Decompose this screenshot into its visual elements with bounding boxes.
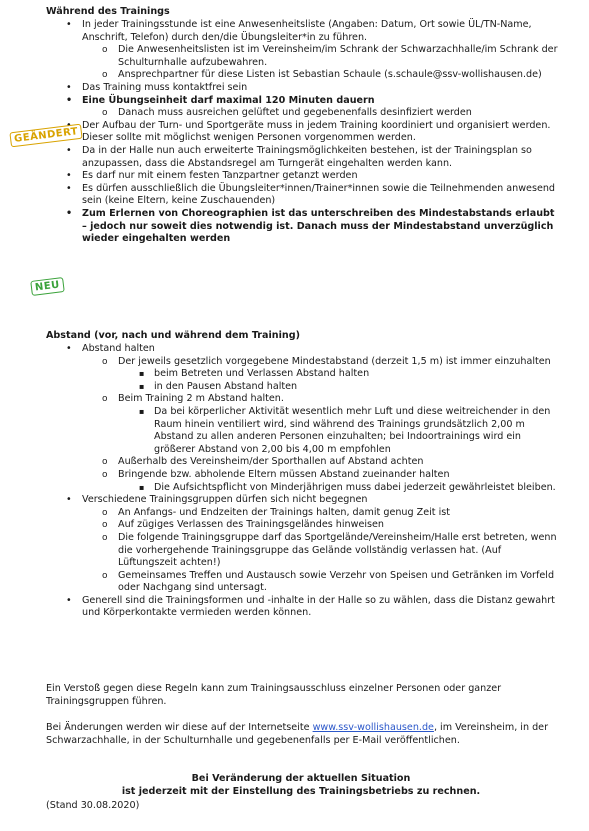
changes-paragraph [46,722,556,747]
list-item-changed: • Eine Übungseinheit darf maximal 120 Minuten dauern [0,95,560,108]
section-title-distance: Abstand (vor, nach und während dem Training) [46,330,300,341]
list-item: • Da in der Halle nun auch erweiterte Trainingsmöglichkeiten bestehen, ist der Trainingsplan so anzupassen, dass die Abstandsregel am Turngerät eingehalten werden kann. [0,145,560,170]
distance-list [0,343,560,620]
changes-text-after: , im Vereinsheim, in der Schwarzachhalle, in der Schulturnhalle und gegebenenfalls per E-Mail veröffentlichen. [46,722,549,746]
list-item: o Gemeinsames Treffen und Austausch sowie Verzehr von Speisen und Getränken im Vorfeld oder Nachgang sind untersagt. [0,570,560,595]
list-item: ▪ in den Pausen Abstand halten [0,381,560,394]
changes-text-before: Bei Änderungen werden wir diese auf der Internetseite [46,722,313,733]
section-title-during-training: Während des Trainings [46,6,170,17]
list-item: ▪ beim Betreten und Verlassen Abstand halten [0,368,560,381]
list-item: • Der Aufbau der Turn- und Sportgeräte muss in jedem Training koordiniert und organisiert werden. Dieser sollte mit möglichst wenigen Personen vorgenommen werden. [0,120,560,145]
list-item: o Der jeweils gesetzlich vorgegebene Mindestabstand (derzeit 1,5 m) ist immer einzuhalten [0,356,560,369]
list-item: ▪ Die Aufsichtspflicht von Minderjährigen muss dabei jederzeit gewährleistet bleiben. [0,482,560,495]
date-stamp: (Stand 30.08.2020) [46,800,140,811]
list-item: o Die folgende Trainingsgruppe darf das Sportgelände/Vereinsheim/Halle erst betreten, wenn die vorhergehende Trainingsgruppe das Gelände vollständig verlassen hat. (Auf Lüftungszeit achten!) [0,532,560,570]
list-item: o Bringende bzw. abholende Eltern müssen Abstand zueinander halten [0,469,560,482]
list-item: o Ansprechpartner für diese Listen ist Sebastian Schaule (s.schaule@ssv-wollishausen.de) [0,69,560,82]
notice-line-2: ist jederzeit mit der Einstellung des Trainingsbetriebs zu rechnen. [121,786,481,797]
list-item: • Das Training muss kontaktfrei sein [0,82,560,95]
list-item: • In jeder Trainingsstunde ist eine Anwesenheitsliste (Angaben: Datum, Ort sowie ÜL/TN-Name, Anschrift, Telefon) durch den/die Übungsleiter*in zu führen. [0,19,560,44]
website-link[interactable]: www.ssv-wollishausen.de [312,722,434,733]
list-item-new: • Zum Erlernen von Choreographien ist das unterschreiben des Mindestabstands erlaubt – jedoch nur soweit dies notwendig ist. Danach muss der Mindestabstand unverzüglich wieder eingehalten werden [0,208,560,246]
list-item: o Außerhalb des Vereinsheim/der Sporthallen auf Abstand achten [0,456,560,469]
violation-paragraph: Ein Verstoß gegen diese Regeln kann zum Trainingsausschluss einzelner Personen oder ganzer Trainingsgruppen führen. [46,683,502,707]
list-item: • Verschiedene Trainingsgruppen dürfen sich nicht begegnen [0,494,560,507]
notice-line-1: Bei Veränderung der aktuellen Situation [191,773,411,784]
list-item: o Die Anwesenheitslisten ist im Vereinsheim/im Schrank der Schwarzachhalle/im Schrank der Schulturnhalle aufzubewahren. [0,44,560,69]
during-training-list [0,19,560,246]
changed-stamp: GEÄNDERT [9,124,83,148]
list-item: ▪ Da bei körperlicher Aktivität wesentlich mehr Luft und diese weitreichender in den Raum hinein ventiliert wird, sind während des Trainings grundsätzlich 2,00 m Abstand zu allen anderen Personen einzuhalten; bei Indoortrainings wird ein größerer Abstand von 2,00 bis 4,00 m empfohlen [0,406,560,456]
list-item: • Es dürfen ausschließlich die Übungsleiter*innen/Trainer*innen sowie die Teilnehmenden anwesend sein (keine Eltern, keine Zuschauenden) [0,183,560,208]
new-stamp: NEU [30,277,64,296]
list-item: o An Anfangs- und Endzeiten der Trainings halten, damit genug Zeit ist [0,507,560,520]
list-item: o Auf zügiges Verlassen des Trainingsgeländes hinweisen [0,519,560,532]
list-item: • Abstand halten [0,343,560,356]
list-item: o Beim Training 2 m Abstand halten. [0,393,560,406]
list-item: • Generell sind die Trainingsformen und -inhalte in der Halle so zu wählen, dass die Distanz gewahrt und Körperkontakte vermieden werden können. [0,595,560,620]
list-item: • Es darf nur mit einem festen Tanzpartner getanzt werden [0,170,560,183]
list-item: o Danach muss ausreichen gelüftet und gegebenenfalls desinfiziert werden [0,107,560,120]
